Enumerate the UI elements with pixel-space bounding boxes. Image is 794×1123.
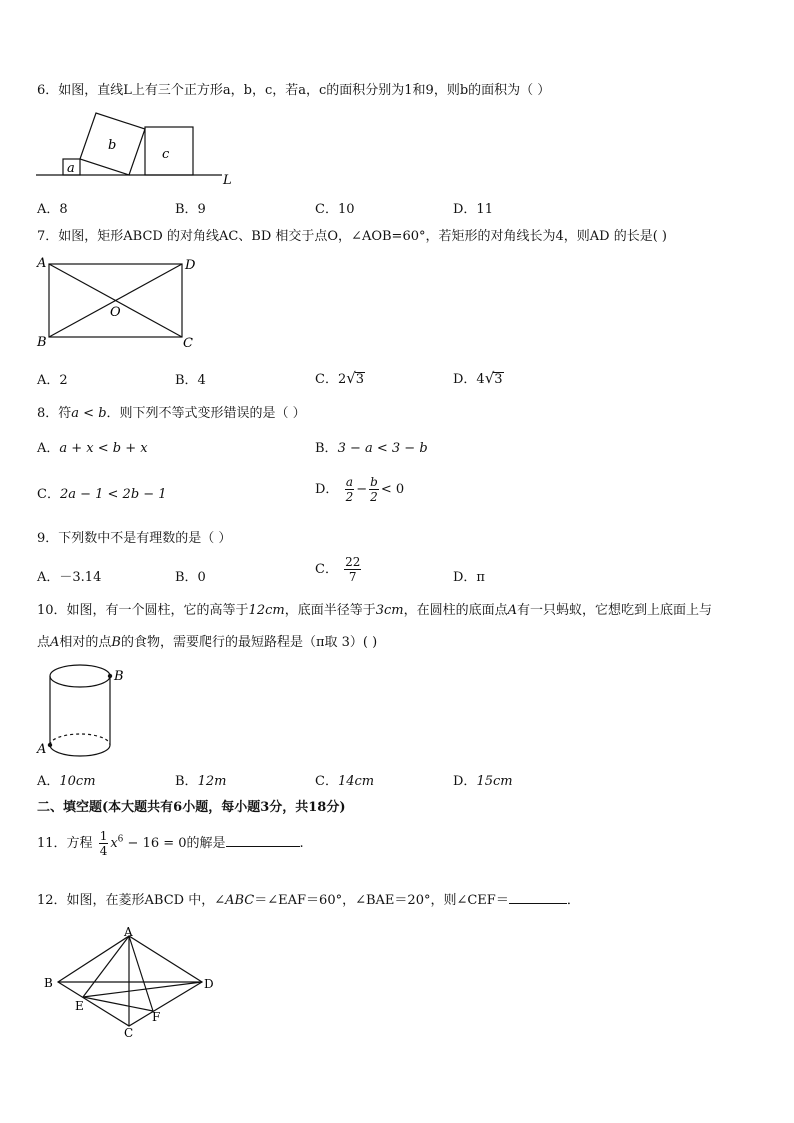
q12-label-C: C bbox=[124, 1026, 134, 1039]
q8-option-b bbox=[315, 437, 428, 456]
q10-option-a-value: 10cm bbox=[59, 774, 96, 789]
q12-label-E: E bbox=[75, 999, 84, 1013]
section-heading-fill-in: 二、填空题(本大题共有6小题，每小题3分，共18分) bbox=[37, 800, 346, 815]
q8-option-b-expr: 3 − a < 3 − b bbox=[337, 441, 428, 456]
q10-text-5: 点 bbox=[37, 635, 51, 650]
q8-suffix: ．则下列不等式变形错误的是（ ） bbox=[106, 406, 306, 421]
frac-denominator: 4 bbox=[99, 844, 108, 858]
q11-rest: − 16 = 0的解是 bbox=[127, 836, 226, 851]
q12-figure bbox=[40, 924, 220, 1039]
q10-option-b-value: 12m bbox=[197, 774, 227, 789]
q10-text-1: 10．如图，有一个圆柱，它的高等于 bbox=[37, 603, 249, 618]
frac-numerator: b bbox=[370, 475, 378, 489]
q8-option-a-expr: a + x < b + x bbox=[59, 441, 148, 456]
q6-label-L: L bbox=[223, 173, 232, 188]
q11-answer-blank[interactable] bbox=[226, 832, 300, 847]
q7-option-d bbox=[453, 368, 504, 387]
q10-text-2: ，底面半径等于 bbox=[284, 603, 376, 618]
frac-denominator: 2 bbox=[370, 490, 378, 504]
q8-option-a bbox=[37, 437, 148, 456]
q8-option-c-label: C． bbox=[37, 487, 60, 502]
q12-angle-abc: ABC bbox=[225, 893, 255, 908]
q10-figure bbox=[34, 660, 134, 760]
q10-point-a-2: A bbox=[50, 635, 60, 650]
q10-option-c-label: C． bbox=[315, 774, 338, 789]
q10-option-d-value: 15cm bbox=[476, 774, 513, 789]
q12-label-B: B bbox=[44, 976, 53, 990]
q8-option-b-label: B． bbox=[315, 441, 338, 456]
q7-label-O: O bbox=[110, 305, 121, 320]
q8-option-d-label: D． bbox=[315, 482, 339, 497]
q11-prefix: 11．方程 bbox=[37, 836, 93, 851]
q10-option-c bbox=[315, 770, 374, 789]
q10-option-b bbox=[175, 770, 226, 789]
frac-denominator: 7 bbox=[348, 570, 357, 584]
q10-text-6: 相对的点 bbox=[59, 635, 112, 650]
q7-option-b: B．4 bbox=[175, 373, 206, 388]
q6-option-b: B．9 bbox=[175, 202, 206, 217]
q9-option-c bbox=[315, 555, 363, 584]
q7-figure bbox=[34, 254, 204, 354]
sqrt-symbol: √ bbox=[346, 369, 356, 387]
q6-label-a: a bbox=[67, 161, 75, 176]
q8-option-a-label: A． bbox=[37, 441, 60, 456]
q7-label-B: B bbox=[37, 335, 47, 350]
q8-option-d-frac1 bbox=[345, 475, 355, 504]
q11-exponent: 6 bbox=[117, 834, 124, 845]
q10-height: 12cm bbox=[248, 603, 285, 618]
q10-option-a-label: A． bbox=[37, 774, 60, 789]
q9-option-d: D．π bbox=[453, 570, 485, 585]
q8-option-d-frac2 bbox=[369, 475, 379, 504]
q7-label-D: D bbox=[185, 258, 196, 273]
q12-text-b: ＝∠EAF＝60°，∠BAE＝20°，则∠CEF＝ bbox=[254, 893, 509, 908]
q12-label-F: F bbox=[152, 1010, 161, 1024]
q6-option-d: D．11 bbox=[453, 202, 493, 217]
q6-text: 6．如图，直线L上有三个正方形a，b，c，若a，c的面积分别为1和9，则b的面积为（ ） bbox=[37, 83, 551, 98]
q9-option-a: A．－3.14 bbox=[37, 570, 102, 585]
sqrt-symbol: √ bbox=[484, 369, 495, 387]
q10-option-a bbox=[37, 770, 96, 789]
q7-option-a: A．2 bbox=[37, 373, 68, 388]
q10-option-d bbox=[453, 770, 513, 789]
q12-label-D: D bbox=[204, 977, 214, 991]
q12-text bbox=[37, 889, 580, 910]
q10-option-c-value: 14cm bbox=[337, 774, 375, 789]
q10-point-b: B bbox=[111, 635, 121, 650]
q12-answer-blank[interactable] bbox=[509, 889, 567, 904]
q7-option-d-radicand: 3 bbox=[494, 372, 503, 387]
q7-option-c bbox=[315, 368, 365, 387]
q6-label-b: b bbox=[108, 138, 117, 153]
q8-text bbox=[37, 405, 306, 423]
frac-numerator: a bbox=[345, 475, 353, 489]
q10-text-7: 的食物，需要爬行的最短路程是（π取 3）( ) bbox=[120, 635, 378, 650]
q9-text: 9．下列数中不是有理数的是（ ） bbox=[37, 531, 232, 546]
q10-text-4: 有一只蚂蚁，它想吃到上底面上与 bbox=[517, 603, 713, 618]
q6-figure bbox=[36, 108, 246, 188]
q12-text-a: 12．如图，在菱形ABCD 中，∠ bbox=[37, 893, 226, 908]
frac-numerator: 22 bbox=[345, 555, 361, 569]
q8-condition: a < b bbox=[71, 406, 107, 421]
q10-label-B: B bbox=[114, 669, 124, 684]
q7-option-c-radicand: 3 bbox=[355, 372, 365, 387]
q6-option-c: C．10 bbox=[315, 202, 355, 217]
q8-option-d-tail: < 0 bbox=[380, 482, 405, 497]
q7-option-c-coef: C．2 bbox=[315, 372, 347, 387]
q6-label-c: c bbox=[162, 147, 170, 162]
q10-option-d-label: D． bbox=[453, 774, 477, 789]
q8-prefix: 8．符 bbox=[37, 406, 72, 421]
q12-end: ． bbox=[566, 893, 580, 908]
q10-label-A: A bbox=[37, 742, 47, 757]
q11-end: . bbox=[299, 836, 304, 851]
q11-frac bbox=[99, 829, 109, 858]
q10-point-a: A bbox=[507, 603, 518, 618]
q11-variable: x bbox=[110, 836, 118, 851]
q8-option-d-minus: − bbox=[356, 482, 368, 497]
q10-line2 bbox=[37, 634, 377, 652]
q7-label-A: A bbox=[37, 256, 47, 271]
q7-label-C: C bbox=[183, 336, 193, 351]
q7-text: 7．如图，矩形ABCD 的对角线AC、BD 相交于点O，∠AOB=60°，若矩形的对角线长为4，则AD 的长是( ) bbox=[37, 229, 667, 244]
q6-option-a: A．8 bbox=[37, 202, 68, 217]
q9-option-b: B．0 bbox=[175, 570, 206, 585]
frac-numerator: 1 bbox=[99, 829, 108, 843]
q10-text-3: ，在圆柱的底面点 bbox=[403, 603, 508, 618]
q8-option-c-expr: 2a − 1 < 2b − 1 bbox=[59, 487, 167, 502]
q12-label-A: A bbox=[124, 925, 133, 939]
q9-option-c-frac bbox=[344, 555, 361, 584]
q11-text bbox=[37, 829, 304, 858]
frac-denominator: 2 bbox=[345, 490, 354, 504]
q9-option-c-label: C． bbox=[315, 562, 338, 577]
q10-line1 bbox=[37, 602, 712, 620]
q10-option-b-label: B． bbox=[175, 774, 198, 789]
q8-option-d bbox=[315, 475, 404, 504]
q8-option-c bbox=[37, 483, 167, 502]
q10-radius: 3cm bbox=[375, 603, 404, 618]
q7-option-d-coef: D．4 bbox=[453, 372, 485, 387]
